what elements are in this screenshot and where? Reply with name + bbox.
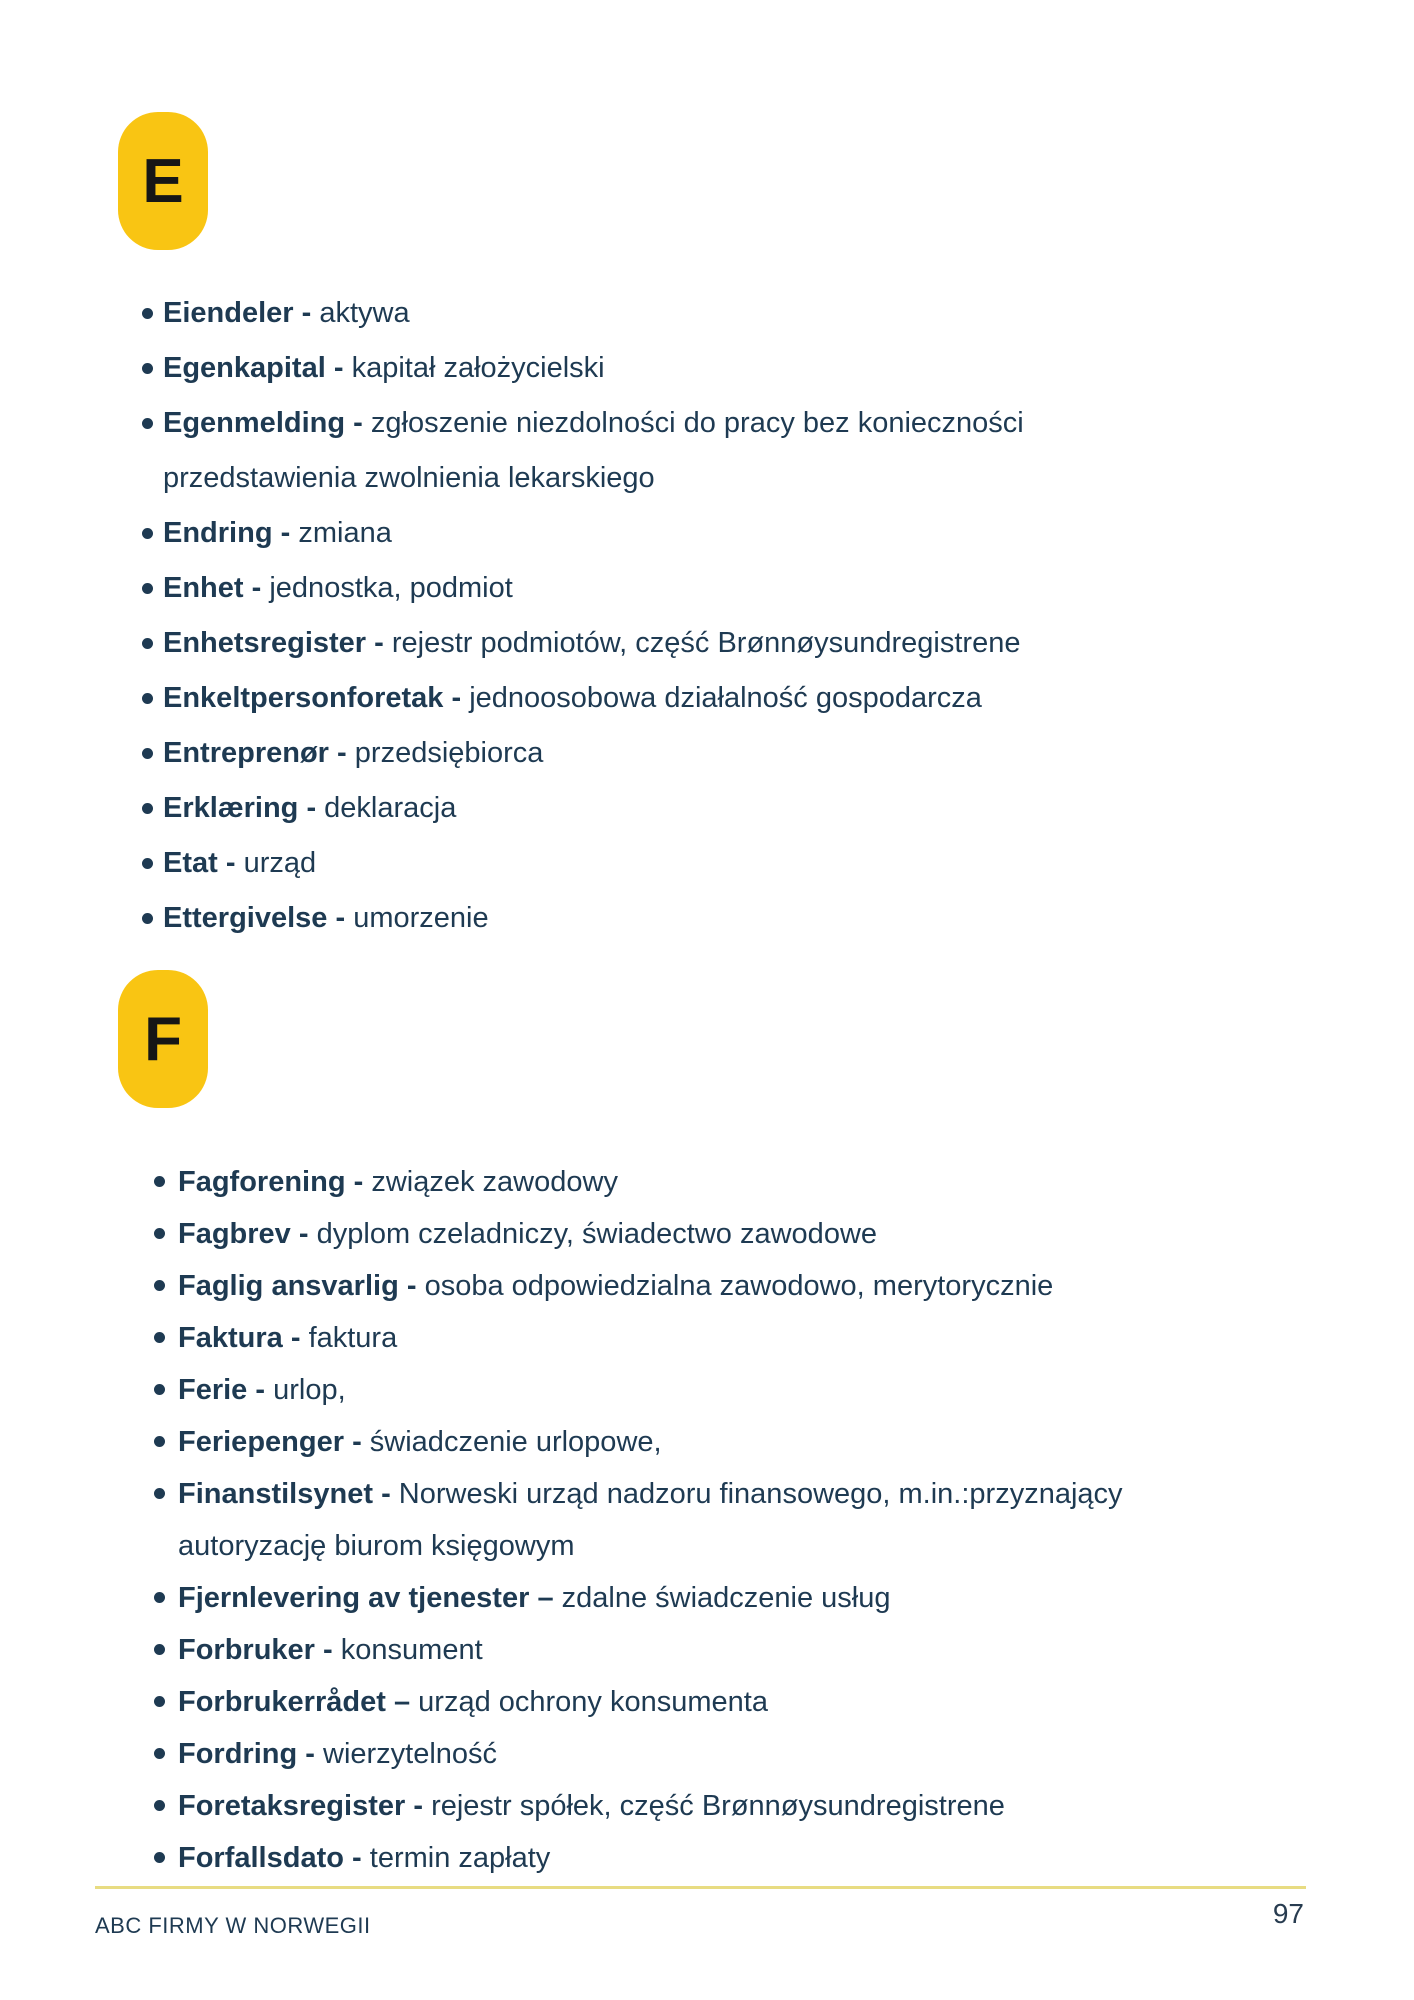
definition: deklaracja — [324, 792, 457, 824]
definition: dyplom czeladniczy, świadectwo zawodowe — [316, 1218, 878, 1250]
glossary-list-f — [154, 1156, 1123, 1884]
definition: zgłoszenie niezdolności do pracy bez konieczności — [370, 407, 1024, 439]
definition: kapitał założycielski — [351, 352, 605, 384]
glossary-item — [154, 1208, 1123, 1260]
term: Faglig ansvarlig — [178, 1270, 399, 1302]
glossary-item — [154, 1832, 1123, 1884]
definition: termin zapłaty — [369, 1842, 551, 1874]
term: Egenmelding — [163, 407, 346, 439]
term: Erklæring — [163, 792, 299, 824]
glossary-item — [154, 1572, 1123, 1624]
definition: urząd — [243, 847, 317, 879]
definition: umorzenie — [353, 902, 489, 934]
definition: konsument — [340, 1634, 483, 1666]
definition-continued: autoryzację biurom księgowym — [178, 1530, 575, 1562]
term: Entreprenør — [163, 737, 329, 769]
glossary-item — [142, 616, 1024, 671]
separator: - — [323, 1634, 333, 1666]
glossary-item — [154, 1468, 1123, 1572]
term: Enhet — [163, 572, 244, 604]
section-letter-e: E — [142, 146, 184, 216]
glossary-item — [154, 1624, 1123, 1676]
term: Enhetsregister — [163, 627, 367, 659]
definition-continued: przedstawienia zwolnienia lekarskiego — [163, 462, 655, 494]
term: Egenkapital — [163, 352, 326, 384]
definition: jednoosobowa działalność gospodarcza — [469, 682, 982, 714]
term: Finanstilsynet — [178, 1478, 373, 1510]
separator: - — [337, 737, 347, 769]
glossary-item — [154, 1676, 1123, 1728]
glossary-item — [154, 1312, 1123, 1364]
definition: faktura — [308, 1322, 398, 1354]
separator: - — [381, 1478, 391, 1510]
separator: - — [225, 847, 236, 879]
separator: - — [374, 627, 384, 659]
term: Etat — [163, 847, 218, 879]
definition: jednostka, podmiot — [269, 572, 513, 604]
separator: - — [352, 1426, 362, 1458]
term: Fagforening — [178, 1166, 346, 1198]
glossary-list-e — [142, 286, 1024, 946]
definition: związek zawodowy — [371, 1166, 618, 1198]
glossary-item — [142, 726, 1024, 781]
definition: zmiana — [298, 517, 392, 549]
glossary-item — [142, 891, 1024, 946]
definition: świadczenie urlopowe, — [369, 1426, 662, 1458]
separator: - — [333, 352, 344, 384]
footer-title: ABC FIRMY W NORWEGII — [95, 1913, 371, 1938]
term: Forfallsdato — [178, 1842, 344, 1874]
definition: aktywa — [319, 297, 410, 329]
term: Foretaksregister — [178, 1790, 406, 1822]
separator: - — [298, 1218, 309, 1250]
separator: - — [251, 572, 262, 604]
page-number: 97 — [1272, 1898, 1304, 1929]
separator: - — [280, 517, 291, 549]
footer-divider-rule — [95, 1886, 1306, 1889]
glossary-item — [142, 671, 1024, 726]
glossary-item — [142, 341, 1024, 396]
glossary-item — [154, 1780, 1123, 1832]
definition: wierzytelność — [323, 1738, 498, 1770]
term: Fordring — [178, 1738, 298, 1770]
term: Forbruker — [178, 1634, 315, 1666]
separator: - — [301, 297, 312, 329]
separator: - — [406, 1270, 417, 1302]
term: Ettergivelse — [163, 902, 328, 934]
term: Feriepenger — [178, 1426, 344, 1458]
separator: - — [306, 792, 317, 824]
separator: - — [353, 1166, 364, 1198]
glossary-item — [154, 1156, 1123, 1208]
separator: - — [352, 1842, 362, 1874]
glossary-item — [142, 396, 1024, 506]
glossary-item — [142, 836, 1024, 891]
section-letter-f: F — [144, 1004, 182, 1074]
glossary-item — [154, 1728, 1123, 1780]
definition: Norweski urząd nadzoru finansowego, m.in.:przyznający — [398, 1478, 1123, 1510]
glossary-item — [142, 286, 1024, 341]
separator: - — [290, 1322, 301, 1354]
definition: rejestr podmiotów, część Brønnøysundregistrene — [391, 627, 1021, 659]
term: Eiendeler — [163, 297, 294, 329]
definition: urząd ochrony konsumenta — [418, 1686, 768, 1718]
definition: urlop, — [273, 1374, 346, 1406]
definition: przedsiębiorca — [354, 737, 544, 769]
definition: osoba odpowiedzialna zawodowo, merytorycznie — [424, 1270, 1054, 1302]
separator: - — [353, 407, 363, 439]
section-letter-badge-e — [118, 112, 208, 250]
glossary-item — [142, 781, 1024, 836]
term: Enkeltpersonforetak — [163, 682, 444, 714]
term: Fjernlevering av tjenester — [178, 1582, 530, 1614]
separator: – — [393, 1686, 411, 1718]
separator: - — [305, 1738, 315, 1770]
term: Endring — [163, 517, 273, 549]
term: Forbrukerrådet — [178, 1686, 386, 1718]
separator: - — [335, 902, 346, 934]
glossary-item — [142, 561, 1024, 616]
separator: - — [413, 1790, 424, 1822]
separator: - — [451, 682, 462, 714]
term: Faktura — [178, 1322, 283, 1354]
glossary-item — [142, 506, 1024, 561]
term: Ferie — [178, 1374, 248, 1406]
section-letter-badge-f — [118, 970, 208, 1108]
glossary-item — [154, 1260, 1123, 1312]
separator: - — [255, 1374, 266, 1406]
glossary-item — [154, 1416, 1123, 1468]
term: Fagbrev — [178, 1218, 291, 1250]
separator: – — [537, 1582, 554, 1614]
glossary-item — [154, 1364, 1123, 1416]
definition: rejestr spółek, część Brønnøysundregistrene — [431, 1790, 1005, 1822]
definition: zdalne świadczenie usług — [561, 1582, 891, 1614]
